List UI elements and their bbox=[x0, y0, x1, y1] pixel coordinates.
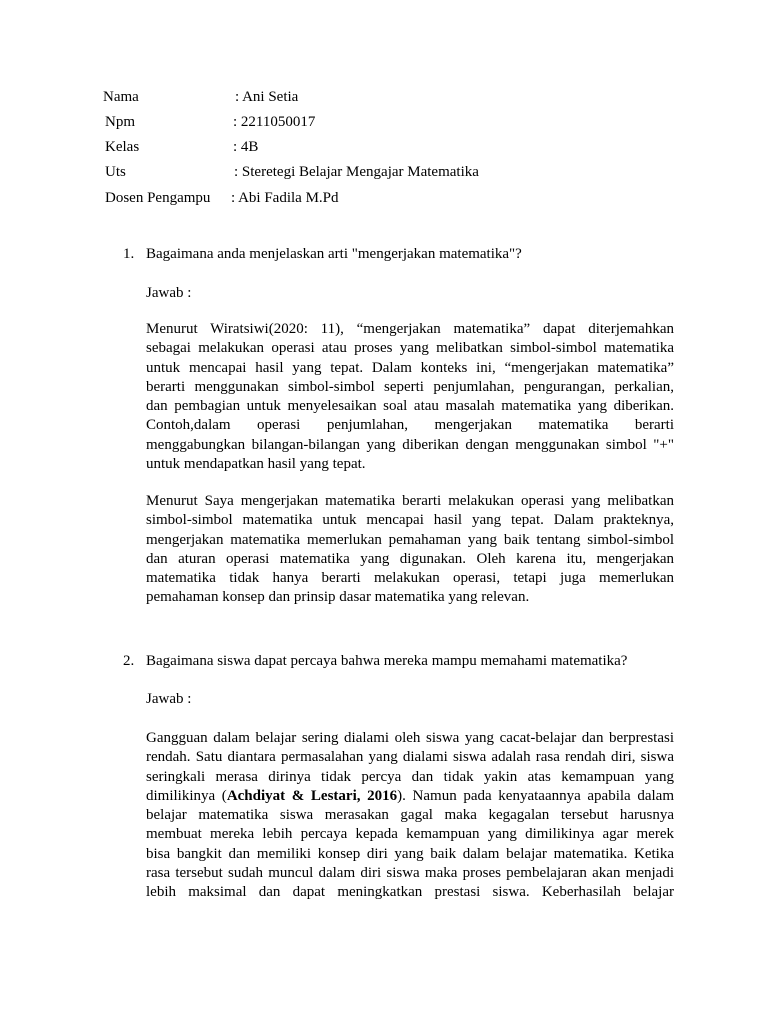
npm-label: Npm bbox=[105, 114, 135, 130]
nama-label: Nama bbox=[103, 89, 139, 105]
citation-after: ). Namun pada kenyataannya apabila dalam bbox=[397, 787, 675, 804]
dosen-value: : Abi Fadila M.Pd bbox=[231, 190, 339, 206]
kelas-label: Kelas bbox=[105, 139, 140, 155]
paragraph-line: membuat mereka lebih percaya kepada kemampuan yang dimilikinya agar merek bbox=[146, 826, 674, 843]
answer-2-paragraph-1 bbox=[146, 729, 674, 903]
paragraph-line-citation bbox=[146, 787, 674, 806]
answer-1-paragraph-1 bbox=[146, 320, 674, 474]
dosen-label: Dosen Pengampu bbox=[105, 190, 211, 206]
paragraph-line: untuk mendapatkan hasil yang tepat. bbox=[146, 456, 366, 473]
paragraph-line: seringkali merasa dirinya tidak percya dan tidak yakin atas kemampuan yang bbox=[146, 768, 674, 785]
question-2-number: 2. bbox=[123, 653, 135, 669]
paragraph-line: menggabungkan bilangan-bilangan yang diberikan dengan menggunakan simbol "+" bbox=[146, 436, 674, 453]
nama-value: : Ani Setia bbox=[235, 89, 299, 105]
answer-1-paragraph-2 bbox=[146, 492, 674, 608]
paragraph-line: dan pembagian untuk menyelesaikan soal atau masalah matematika yang diberikan. bbox=[146, 398, 674, 415]
paragraph-line: dan aturan operasi matematika yang digunakan. Oleh karena itu, mengerjakan bbox=[146, 550, 674, 567]
paragraph-line: simbol-simbol matematika untuk mencapai hasil yang tepat. Dalam prakteknya, bbox=[146, 512, 674, 529]
citation-bold: Achdiyat & Lestari, 2016 bbox=[226, 787, 398, 804]
paragraph-line: mengerjakan matematika memerlukan pemahaman yang baik tentang simbol-simbol bbox=[146, 531, 674, 548]
uts-value: : Steretegi Belajar Mengajar Matematika bbox=[234, 164, 479, 180]
paragraph-line: Gangguan dalam belajar sering dialami oleh siswa yang cacat-belajar dan berprestasi bbox=[146, 730, 674, 746]
answer-1-label: Jawab : bbox=[146, 285, 192, 301]
paragraph-line: berarti menggunakan simbol-simbol seperti penjumlahan, pengurangan, perkalian, bbox=[146, 378, 674, 395]
kelas-value: : 4B bbox=[233, 139, 259, 155]
paragraph-line: sebagai melakukan operasi atau proses yang melibatkan simbol-simbol matematika bbox=[146, 340, 674, 357]
paragraph-line: matematika tidak hanya berarti melakukan operasi, tetapi juga memerlukan bbox=[146, 570, 674, 587]
paragraph-line: Contoh,dalam operasi penjumlahan, mengerjakan matematika berarti bbox=[146, 417, 674, 434]
paragraph-line: rasa tersebut sudah muncul dalam diri siswa maka proses pembelajaran akan menjadi bbox=[146, 865, 674, 882]
paragraph-line: pemahaman konsep dan prinsip dasar matematika yang relevan. bbox=[146, 589, 530, 606]
paragraph-line: rendah. Satu diantara permasalahan yang dialami siswa adalah rasa rendah diri, siswa bbox=[146, 749, 674, 766]
paragraph-line: Menurut Wiratsiwi(2020: 11), “mengerjakan matematika” dapat diterjemahkan bbox=[146, 321, 674, 337]
uts-label: Uts bbox=[105, 164, 126, 180]
question-1-text: Bagaimana anda menjelaskan arti "mengerjakan matematika"? bbox=[146, 246, 522, 262]
answer-2-label: Jawab : bbox=[146, 691, 192, 707]
citation-before: dimilikinya ( bbox=[146, 787, 227, 804]
npm-value: : 2211050017 bbox=[233, 114, 316, 130]
paragraph-line: Menurut Saya mengerjakan matematika berarti melakukan operasi yang melibatkan bbox=[146, 493, 674, 509]
paragraph-line: belajar matematika siswa merasakan gagal maka kegagalan tersebut harusnya bbox=[146, 807, 674, 824]
paragraph-line: lebih maksimal dan dapat meningkatkan prestasi siswa. Keberhasilah belajar bbox=[146, 884, 674, 901]
paragraph-line: untuk mencapai hasil yang tepat. Dalam konteks ini, “mengerjakan matematika” bbox=[146, 359, 674, 376]
paragraph-line: bisa bangkit dan memiliki konsep diri yang baik dalam belajar matematika. Ketika bbox=[146, 845, 674, 862]
question-2-text: Bagaimana siswa dapat percaya bahwa mereka mampu memahami matematika? bbox=[146, 653, 628, 669]
question-1-number: 1. bbox=[123, 246, 135, 262]
